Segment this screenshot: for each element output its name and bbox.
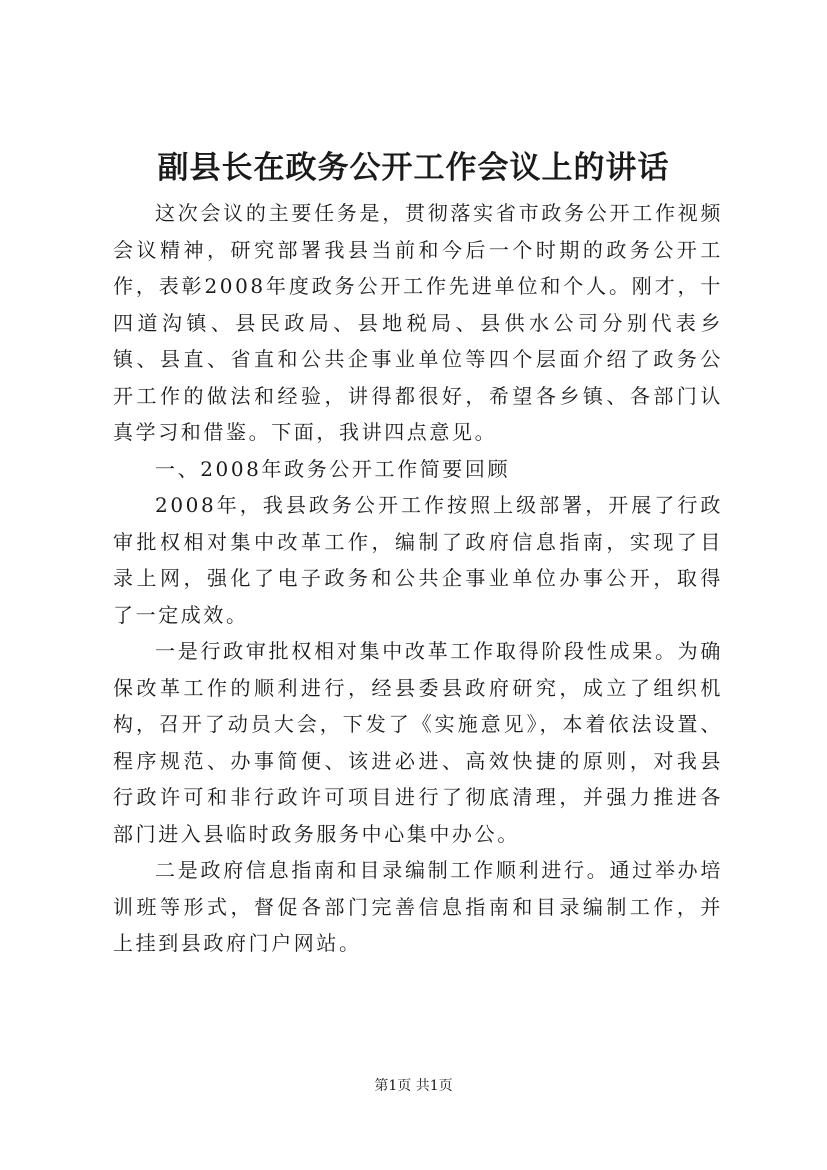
paragraph-point-one: 一是行政审批权相对集中改革工作取得阶段性成果。为确保改革工作的顺利进行，经县委县政府研究，成立了组织机构，召开了动员大会，下发了《实施意见》，本着依法设置、程序规范、办事简便、该进必进、高效快捷的原则，对我县行政许可和非行政许可项目进行了彻底清理，并强力推进各部门进入县临时政务服务中心集中办公。 bbox=[113, 639, 723, 846]
paragraph-review-summary: 2008年，我县政务公开工作按照上级部署，开展了行政审批权相对集中改革工作，编制了政府信息指南，实现了目录上网，强化了电子政务和公共企事业单位办事公开，取得了一定成效。 bbox=[113, 493, 723, 627]
section-heading-review: 一、2008年政务公开工作简要回顾 bbox=[155, 456, 511, 481]
document-body bbox=[113, 195, 723, 962]
paragraph-intro: 这次会议的主要任务是，贯彻落实省市政务公开工作视频会议精神，研究部署我县当前和今后一个时期的政务公开工作，表彰2008年度政务公开工作先进单位和个人。刚才，十四道沟镇、县民政局、县地税局、县供水公司分别代表乡镇、县直、省直和公共企事业单位等四个层面介绍了政务公开工作的做法和经验，讲得都很好，希望各乡镇、各部门认真学习和借鉴。下面，我讲四点意见。 bbox=[113, 201, 723, 444]
paragraph-point-two: 二是政府信息指南和目录编制工作顺利进行。通过举办培训班等形式，督促各部门完善信息指南和目录编制工作，并上挂到县政府门户网站。 bbox=[113, 858, 723, 955]
page-footer: 第1页 共1页 bbox=[374, 1078, 453, 1094]
document-title: 副县长在政务公开工作会议上的讲话 bbox=[157, 150, 670, 186]
